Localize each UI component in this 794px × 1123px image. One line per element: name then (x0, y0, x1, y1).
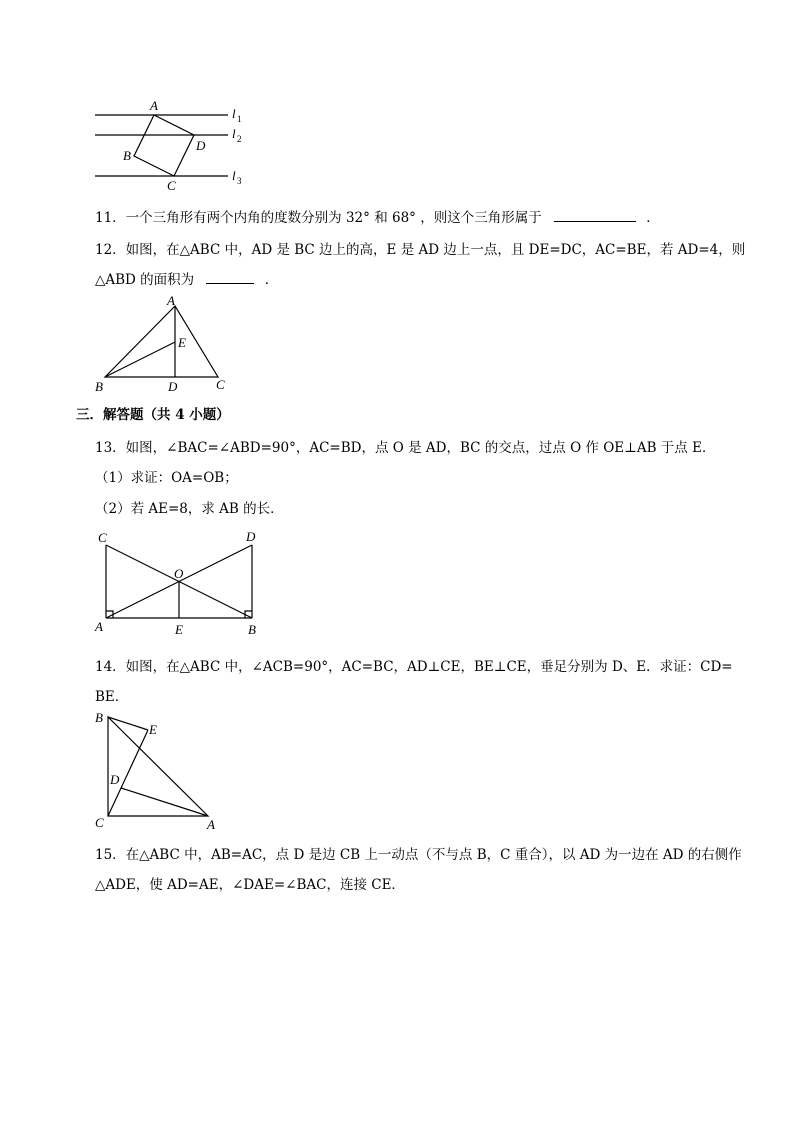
question-11-text: 11．一个三角形有两个内角的度数分别为 32° 和 68° ，则这个三角形属于 (95, 210, 542, 226)
label-C: C (216, 377, 225, 392)
label-D: D (246, 529, 256, 544)
figure-parallel-lines (90, 95, 250, 195)
question-14-line1: 14．如图，在△ABC 中，∠ACB=90°，AC=BC，AD⊥CE，BE⊥CE，垂足分别为 D、E．求证：CD= (95, 659, 733, 675)
label-C: C (167, 178, 176, 193)
label-l1-sub: 1 (237, 114, 242, 124)
label-l2-sub: 2 (237, 134, 242, 144)
figure-triangle-altitude (90, 292, 240, 392)
label-B: B (123, 148, 131, 163)
question-12-tail: ． (264, 272, 279, 288)
question-12-line2-text: △ABD 的面积为 (95, 272, 195, 288)
label-B: B (248, 622, 256, 637)
label-A: A (167, 293, 175, 308)
label-A: A (95, 619, 103, 634)
triangle-abc (108, 717, 208, 816)
label-D: D (196, 138, 206, 153)
question-15-line1: 15．在△ABC 中，AB=AC，点 D 是边 CB 上一动点（不与点 B，C 重合），以 AD 为一边在 AD 的右侧作 (95, 847, 742, 863)
label-D: D (110, 772, 120, 787)
label-O: O (174, 566, 184, 581)
triangle-abc (105, 306, 218, 377)
label-C: C (98, 530, 107, 545)
segment-ad (121, 788, 208, 816)
answer-blank-11[interactable] (554, 207, 636, 222)
question-12-line1: 12．如图，在△ABC 中，AD 是 BC 边上的高，E 是 AD 边上一点，且 DE=DC，AC=BE，若 AD=4，则 (95, 242, 746, 258)
label-A: A (207, 817, 215, 832)
label-l3: l (232, 168, 236, 183)
question-15-line2: △ADE，使 AD=AE，∠DAE=∠BAC，连接 CE． (95, 877, 405, 893)
question-13-part2: （2）若 AE=8，求 AB 的长． (95, 501, 284, 517)
question-14-line2: BE． (95, 689, 129, 705)
label-E: E (175, 622, 183, 637)
question-11-tail: ． (646, 210, 660, 226)
label-A: A (150, 98, 158, 113)
figure-right-triangle (90, 708, 230, 833)
question-13-part1: （1）求证：OA=OB； (95, 470, 238, 486)
label-B: B (95, 379, 103, 394)
section-3-title: 三．解答题（共 4 小题） (76, 407, 230, 423)
label-l3-sub: 3 (237, 176, 242, 186)
segment-be (105, 342, 175, 377)
figure-crossed-triangles (90, 528, 275, 638)
question-13-line1: 13．如图，∠BAC=∠ABD=90°，AC=BD，点 O 是 AD，BC 的交点，过点 O 作 OE⊥AB 于点 E． (95, 440, 716, 456)
label-l2: l (232, 126, 236, 141)
label-B: B (95, 710, 103, 725)
square-abcd (134, 115, 194, 176)
label-E: E (178, 335, 186, 350)
label-E: E (149, 722, 157, 737)
label-C: C (95, 815, 104, 830)
label-l1: l (232, 106, 236, 121)
label-D: D (168, 379, 178, 394)
question-11 (95, 206, 660, 226)
question-12-line2 (95, 268, 278, 288)
answer-blank-12[interactable] (206, 269, 254, 284)
